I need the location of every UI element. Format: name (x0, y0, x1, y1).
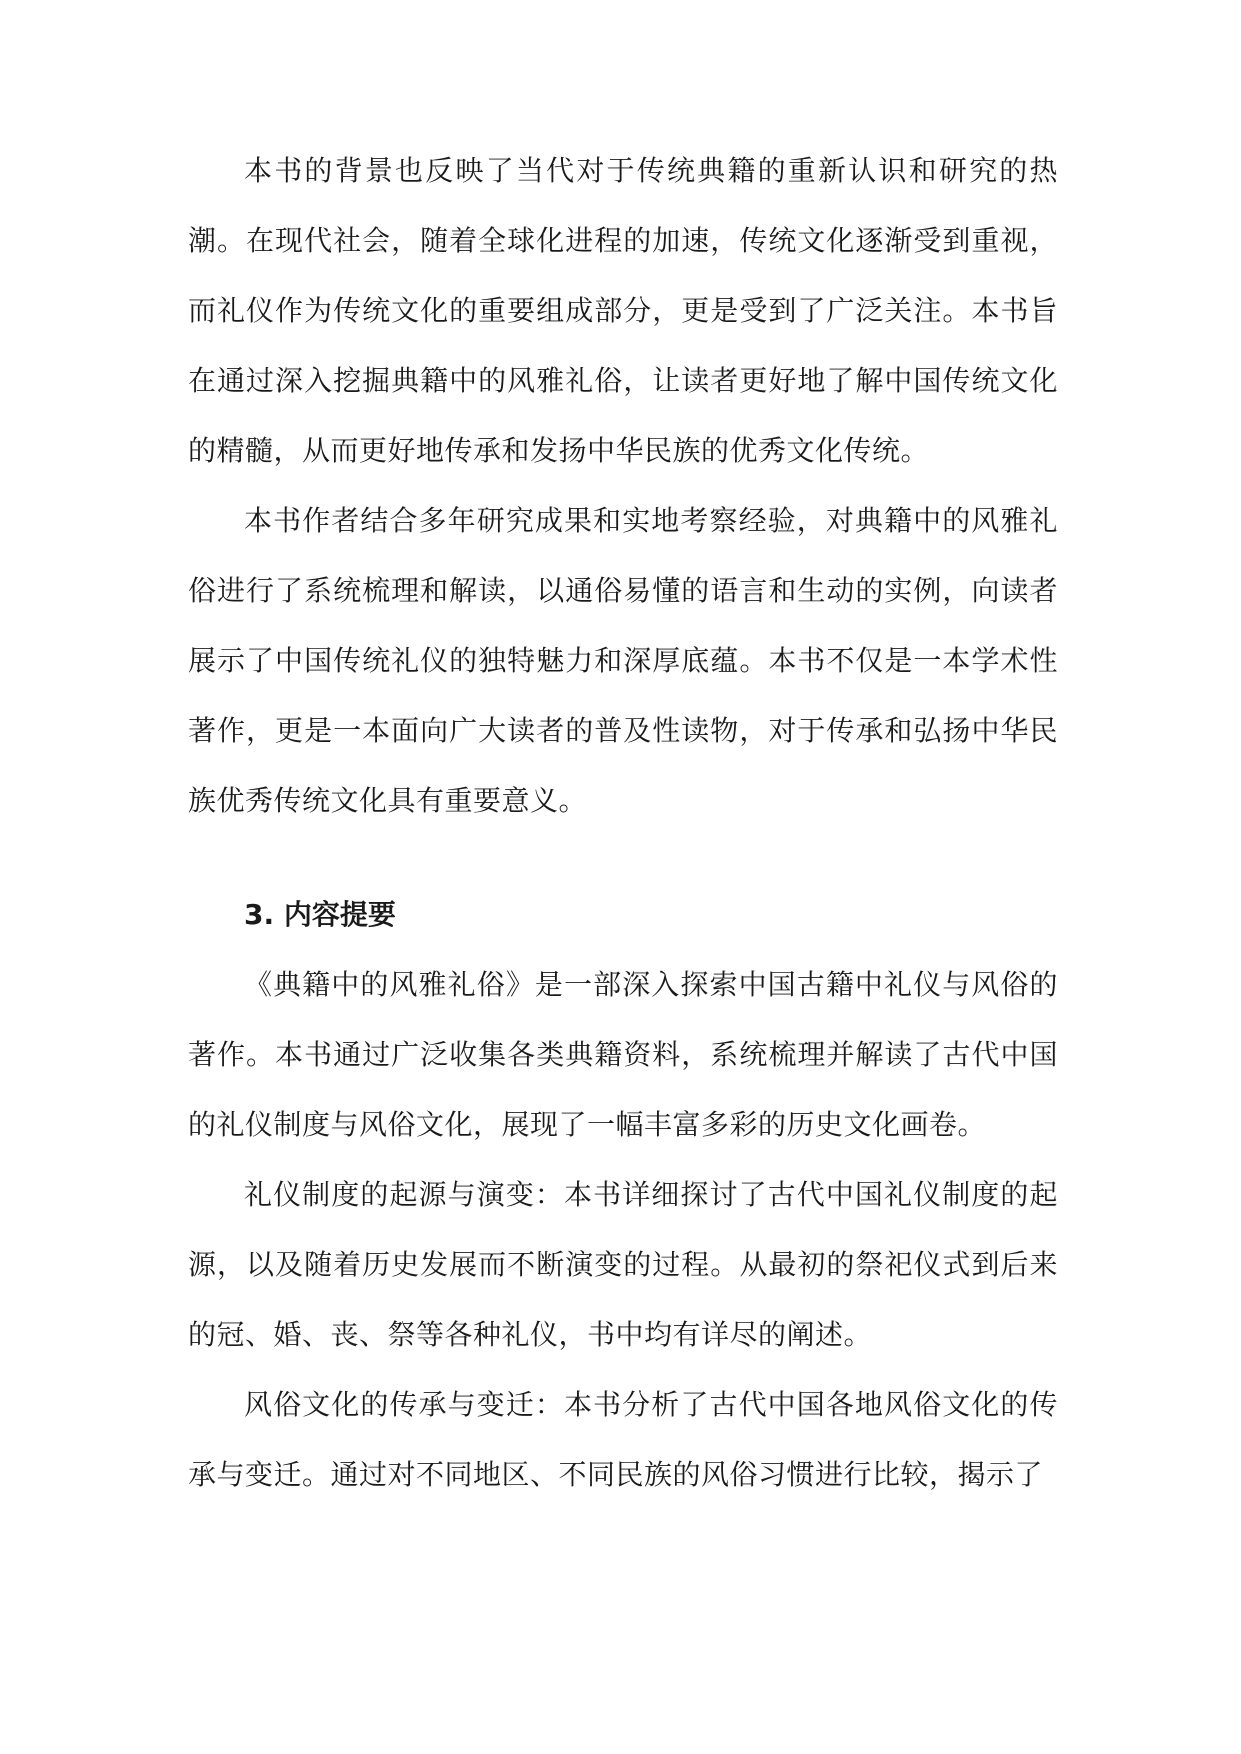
section-heading: 3. 内容提要 (244, 898, 396, 931)
paragraph-summary: 《典籍中的风雅礼俗》是一部深入探索中国古籍中礼仪与风俗的著作。本书通过广泛收集各类典籍资料，系统梳理并解读了古代中国的礼仪制度与风俗文化，展现了一幅丰富多彩的历史文化画卷。 (188, 968, 1058, 1141)
paragraph-background: 本书的背景也反映了当代对于传统典籍的重新认识和研究的热潮。在现代社会，随着全球化进程的加速，传统文化逐渐受到重视，而礼仪作为传统文化的重要组成部分，更是受到了广泛关注。本书旨在通过深入挖掘典籍中的风雅礼俗，让读者更好地了解中国传统文化的精髓，从而更好地传承和发扬中华民族的优秀文化传统。 (188, 154, 1058, 467)
paragraph-author: 本书作者结合多年研究成果和实地考察经验，对典籍中的风雅礼俗进行了系统梳理和解读，以通俗易懂的语言和生动的实例，向读者展示了中国传统礼仪的独特魅力和深厚底蕴。本书不仅是一本学术性著作，更是一本面向广大读者的普及性读物，对于传承和弘扬中华民族优秀传统文化具有重要意义。 (188, 504, 1058, 817)
document-page (188, 136, 1058, 1510)
paragraph-etiquette: 礼仪制度的起源与演变：本书详细探讨了古代中国礼仪制度的起源，以及随着历史发展而不断演变的过程。从最初的祭祀仪式到后来的冠、婚、丧、祭等各种礼仪，书中均有详尽的阐述。 (188, 1178, 1058, 1351)
section-spacer (188, 836, 1058, 880)
paragraph-customs: 风俗文化的传承与变迁：本书分析了古代中国各地风俗文化的传承与变迁。通过对不同地区、不同民族的风俗习惯进行比较，揭示了 (188, 1388, 1058, 1491)
